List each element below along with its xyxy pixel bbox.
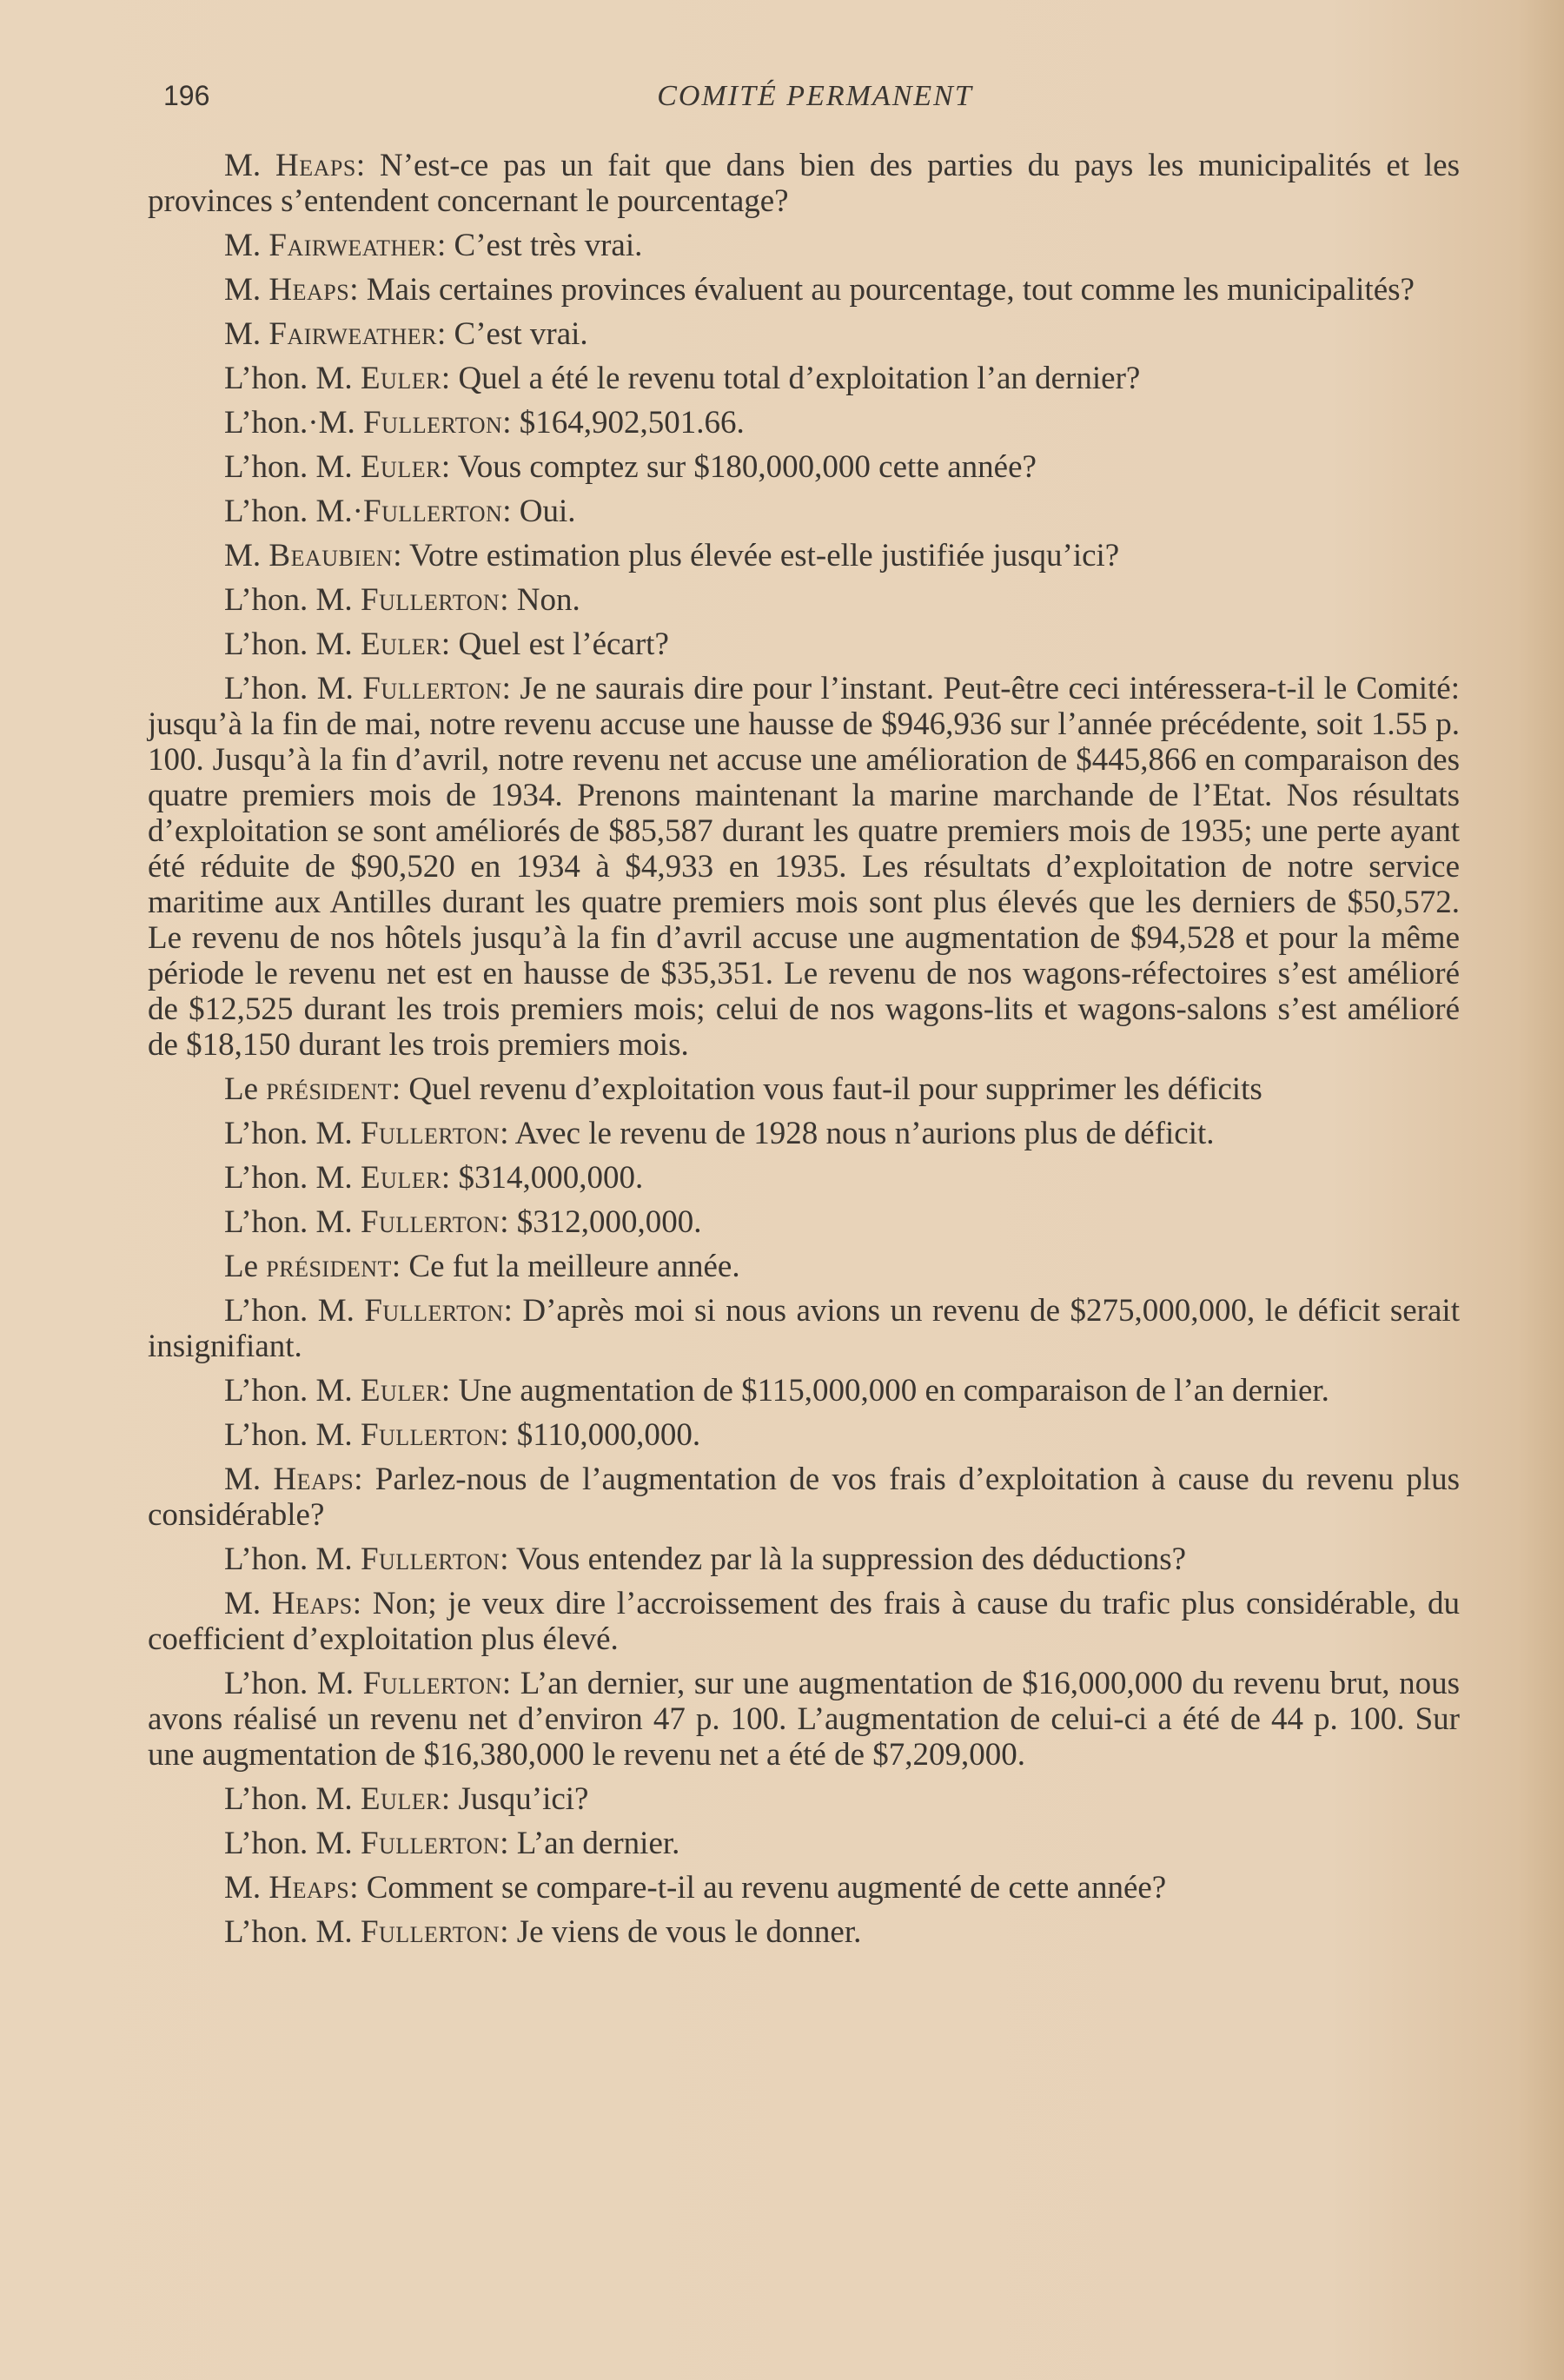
transcript-paragraph — [148, 1417, 1460, 1453]
speech-text: : $164,902,501.66. — [502, 405, 745, 441]
speaker-name: Euler — [360, 1160, 441, 1196]
speaker-prefix: L’hon. M. — [224, 1914, 361, 1950]
speaker-name: Euler — [360, 626, 441, 662]
speech-text: : L’an dernier. — [500, 1826, 680, 1861]
speaker-prefix: L’hon. M. — [224, 1781, 361, 1817]
transcript-paragraph — [148, 272, 1460, 308]
speaker-prefix: L’hon.·M. — [224, 405, 363, 441]
speech-text: : Parlez-nous de l’augmentation de vos frais d’exploitation à cause du revenu plus considérable? — [148, 1462, 1461, 1533]
transcript-paragraph — [148, 228, 1460, 263]
speech-text: : N’est-ce pas un fait que dans bien des parties du pays les municipalités et les provinces s’entendent concernant le pourcentage? — [148, 148, 1460, 219]
speaker-name: président — [266, 1249, 392, 1284]
speaker-name: Fullerton — [362, 1666, 502, 1701]
speaker-prefix: L’hon. M. — [224, 626, 361, 662]
speech-text: : Ce fut la meilleure année. — [391, 1249, 740, 1284]
speaker-prefix: L’hon. M. — [224, 1204, 361, 1240]
transcript-paragraph — [148, 1204, 1460, 1240]
speaker-name: Heaps — [275, 148, 356, 183]
speech-text: : Je viens de vous le donner. — [500, 1914, 862, 1950]
speaker-name: Euler — [360, 449, 441, 485]
transcript-paragraph — [148, 449, 1460, 485]
speaker-name: président — [266, 1071, 392, 1107]
transcript-paragraph — [148, 1870, 1460, 1906]
speaker-name: Euler — [360, 1373, 441, 1409]
speech-text: : Avec le revenu de 1928 nous n’aurions plus de déficit. — [500, 1116, 1215, 1151]
speech-text: : Votre estimation plus élevée est-elle justifiée jusqu’ici? — [393, 538, 1120, 573]
speaker-name: Fairweather — [268, 316, 438, 352]
speech-text: : Comment se compare-t-il au revenu augmenté de cette année? — [349, 1870, 1167, 1906]
speaker-prefix: L’hon. M. — [224, 1417, 361, 1453]
speech-text: : C’est vrai. — [437, 316, 588, 352]
speaker-prefix: M. — [224, 228, 269, 263]
speech-text: : Jusqu’ici? — [441, 1781, 589, 1817]
transcript-paragraph — [148, 1462, 1460, 1533]
transcript-paragraph — [148, 671, 1460, 1063]
speaker-name: Fullerton — [360, 1204, 500, 1240]
speaker-name: Euler — [360, 361, 441, 396]
transcript-body — [148, 148, 1460, 1959]
speech-text: : $312,000,000. — [500, 1204, 702, 1240]
transcript-paragraph — [148, 1116, 1460, 1151]
speaker-name: Fullerton — [362, 671, 502, 706]
speaker-name: Fairweather — [268, 228, 438, 263]
speech-text: : $110,000,000. — [500, 1417, 701, 1453]
speaker-name: Heaps — [273, 1462, 355, 1497]
speech-text: : L’an dernier, sur une augmentation de $16,000,000 du revenu brut, nous avons réalisé un revenu net d’environ 47 p. 100. L’augmentation de celui-ci a été de 44 p. 100. Sur une augmentation de $16,380,000 le revenu net a été de $7,209,000. — [148, 1666, 1460, 1773]
speaker-prefix: L’hon. M. — [224, 449, 361, 485]
speech-text: : Quel a été le revenu total d’exploitation l’an dernier? — [441, 361, 1141, 396]
transcript-paragraph — [148, 582, 1460, 618]
transcript-paragraph — [148, 361, 1460, 396]
speaker-prefix: L’hon. M. — [224, 1293, 365, 1329]
transcript-paragraph — [148, 1249, 1460, 1284]
speech-text: : D’après moi si nous avions un revenu de $275,000,000, le déficit serait insignifiant. — [148, 1293, 1460, 1364]
speech-text: : Non. — [500, 582, 580, 618]
speaker-prefix: L’hon. M.· — [224, 494, 363, 529]
speech-text: : Une augmentation de $115,000,000 en comparaison de l’an dernier. — [441, 1373, 1329, 1409]
transcript-paragraph — [148, 1293, 1460, 1364]
speaker-name: Fullerton — [363, 405, 503, 441]
speaker-prefix: L’hon. M. — [224, 361, 361, 396]
transcript-paragraph — [148, 405, 1460, 441]
speaker-prefix: L’hon. M. — [224, 1160, 361, 1196]
speaker-prefix: L’hon. M. — [224, 582, 361, 618]
speaker-name: Fullerton — [360, 582, 500, 618]
transcript-paragraph — [148, 626, 1460, 662]
speaker-prefix: Le — [224, 1071, 267, 1107]
transcript-paragraph — [148, 148, 1460, 219]
speaker-name: Euler — [360, 1781, 441, 1817]
speaker-name: Heaps — [268, 272, 350, 308]
speaker-prefix: M. — [224, 272, 269, 308]
transcript-paragraph — [148, 1373, 1460, 1409]
speech-text: : C’est très vrai. — [437, 228, 643, 263]
transcript-paragraph — [148, 1071, 1460, 1107]
speaker-name: Fullerton — [360, 1541, 500, 1577]
speaker-name: Beaubien — [268, 538, 394, 573]
speaker-prefix: M. — [224, 148, 276, 183]
speaker-prefix: M. — [224, 1462, 274, 1497]
speaker-prefix: L’hon. M. — [224, 1826, 361, 1861]
speech-text: : Je ne saurais dire pour l’instant. Peut-être ceci intéressera-t-il le Comité: jusqu’à la fin de mai, notre revenu accuse une hausse de $946,936 sur l’année précédente, soit 1.55 p. 100. Jusqu’à la fin d’avril, notre revenu net accuse une amélioration de $445,866 en comparaison des quatre premiers mois de 1934. Prenons maintenant la marine marchande de l’Etat. Nos résultats d’exploitation se sont améliorés de $85,587 durant les quatre premiers mois de 1935; une perte ayant été réduite de $90,520 en 1934 à $4,933 en 1935. Les résultats d’exploitation de notre service maritime aux Antilles durant les quatre premiers mois sont plus élevés que les derniers de $50,572. Le revenu de nos hôtels jusqu’à la fin d’avril accuse une augmentation de $94,528 et pour la même période le revenu net est en hausse de $35,351. Le revenu de nos wagons-réfectoires s’est amélioré de $12,525 durant les trois premiers mois; celui de nos wagons-lits et wagons-salons s’est amélioré de $18,150 durant les trois premiers mois. — [148, 671, 1460, 1063]
transcript-paragraph — [148, 1826, 1460, 1861]
speaker-prefix: M. — [224, 316, 269, 352]
speech-text: : Oui. — [502, 494, 576, 529]
speaker-prefix: L’hon. M. — [224, 1116, 361, 1151]
speech-text: : $314,000,000. — [441, 1160, 644, 1196]
transcript-paragraph — [148, 1914, 1460, 1950]
speech-text: : Mais certaines provinces évaluent au pourcentage, tout comme les municipalités? — [349, 272, 1415, 308]
page-number: 196 — [163, 80, 210, 111]
transcript-paragraph — [148, 494, 1460, 529]
speaker-prefix: M. — [224, 538, 269, 573]
transcript-paragraph — [148, 538, 1460, 573]
speaker-prefix: M. — [224, 1870, 269, 1906]
speech-text: : Quel est l’écart? — [441, 626, 669, 662]
transcript-paragraph — [148, 1586, 1460, 1657]
speech-text: : Vous comptez sur $180,000,000 cette année? — [441, 449, 1037, 485]
transcript-paragraph — [148, 1541, 1460, 1577]
speaker-prefix: L’hon. M. — [224, 671, 363, 706]
speaker-prefix: M. — [224, 1586, 272, 1621]
speech-text: : Vous entendez par là la suppression des déductions? — [500, 1541, 1187, 1577]
speaker-name: Fullerton — [360, 1116, 500, 1151]
speaker-prefix: Le — [224, 1249, 267, 1284]
transcript-paragraph — [148, 1666, 1460, 1773]
speaker-name: Fullerton — [363, 494, 503, 529]
speaker-name: Heaps — [271, 1586, 353, 1621]
transcript-paragraph — [148, 1781, 1460, 1817]
speaker-name: Fullerton — [360, 1417, 500, 1453]
speaker-prefix: L’hon. M. — [224, 1541, 361, 1577]
transcript-paragraph — [148, 316, 1460, 352]
speaker-prefix: L’hon. M. — [224, 1373, 361, 1409]
speaker-prefix: L’hon. M. — [224, 1666, 363, 1701]
transcript-paragraph — [148, 1160, 1460, 1196]
speaker-name: Fullerton — [360, 1826, 500, 1861]
speaker-name: Fullerton — [360, 1914, 500, 1950]
speaker-name: Heaps — [268, 1870, 350, 1906]
speech-text: : Non; je veux dire l’accroissement des frais à cause du trafic plus considérable, du coefficient d’exploitation plus élevé. — [148, 1586, 1460, 1657]
page-header — [163, 80, 1467, 123]
running-title: COMITÉ PERMANENT — [657, 80, 973, 112]
speech-text: : Quel revenu d’exploitation vous faut-il pour supprimer les déficits — [391, 1071, 1262, 1107]
speaker-name: Fullerton — [364, 1293, 504, 1329]
